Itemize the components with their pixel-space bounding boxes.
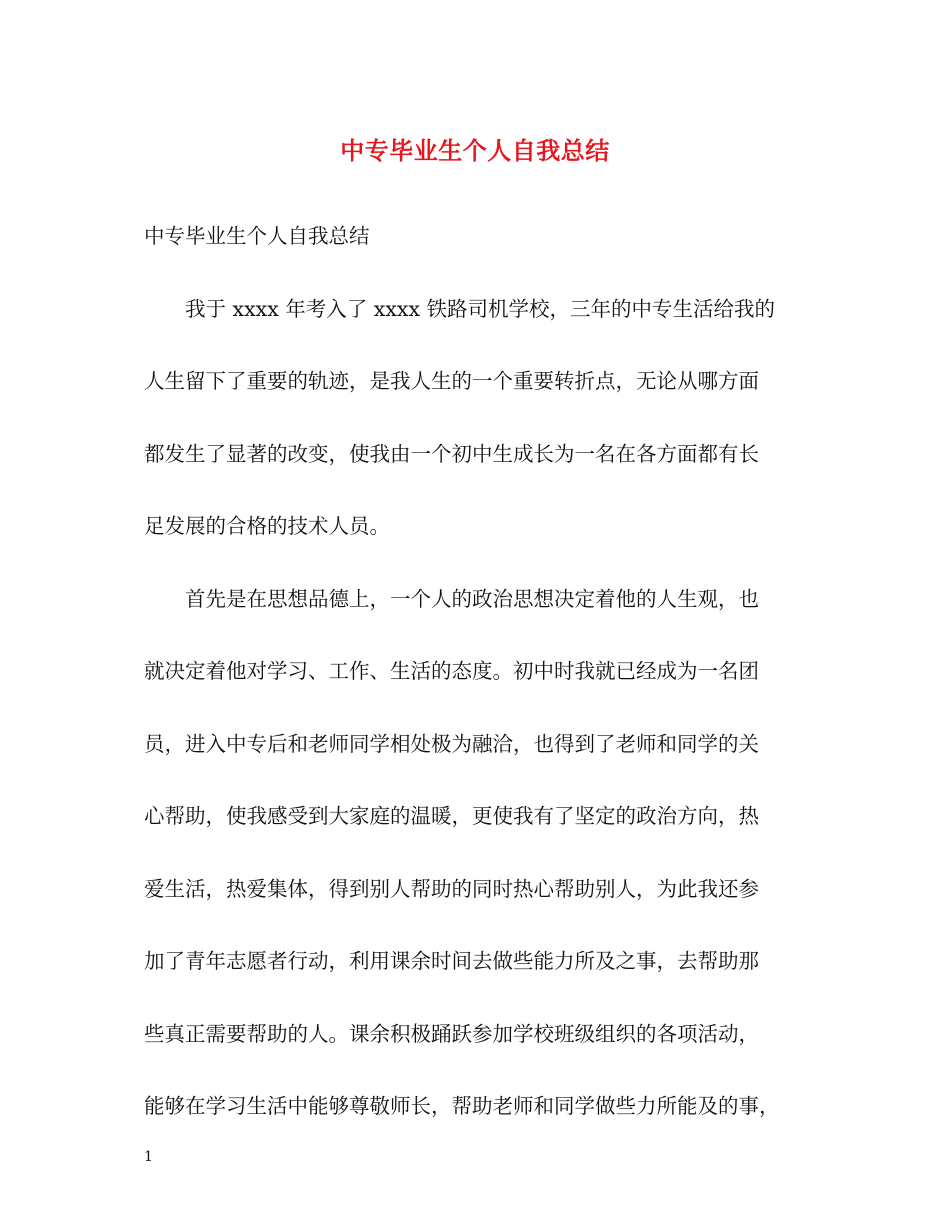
page-number: 1 [144, 1149, 153, 1165]
paragraph-2-line: 些真正需要帮助的人。课余积极踊跃参加学校班级组织的各项活动， [144, 1021, 759, 1046]
paragraph-1 [144, 291, 804, 581]
paragraph-1-line: 人生留下了重要的轨迹，是我人生的一个重要转折点，无论从哪方面 [144, 369, 759, 393]
paragraph-2-line: 就决定着他对学习、工作、生活的态度。初中时我就已经成为一名团 [144, 659, 759, 683]
paragraph-2-line: 爱生活，热爱集体，得到别人帮助的同时热心帮助别人，为此我还参 [144, 876, 759, 901]
paragraph-1-line: 足发展的合格的技术人员。 [144, 514, 390, 538]
paragraph-2-line: 能够在学习生活中能够尊敬师长，帮助老师和同学做些力所能及的事， [144, 1094, 780, 1118]
paragraph-2-line: 首先是在思想品德上，一个人的政治思想决定着他的人生观，也 [185, 586, 759, 611]
paragraph-2-line: 员，进入中专后和老师同学相处极为融洽，也得到了老师和同学的关 [144, 731, 759, 756]
document-subtitle: 中专毕业生个人自我总结 [144, 224, 370, 248]
paragraph-1-line: 我于 xxxx 年考入了 xxxx 铁路司机学校，三年的中专生活给我的 [185, 296, 776, 321]
document-body [144, 218, 804, 1161]
paragraph-1-line: 都发生了显著的改变，使我由一个初中生成长为一名在各方面都有长 [144, 441, 759, 466]
document-title: 中专毕业生个人自我总结 [340, 136, 610, 165]
paragraph-2-line: 加了青年志愿者行动，利用课余时间去做些能力所及之事，去帮助那 [144, 949, 759, 973]
paragraph-2-line: 心帮助，使我感受到大家庭的温暖，更使我有了坚定的政治方向，热 [144, 804, 759, 828]
paragraph-2 [144, 581, 804, 1161]
